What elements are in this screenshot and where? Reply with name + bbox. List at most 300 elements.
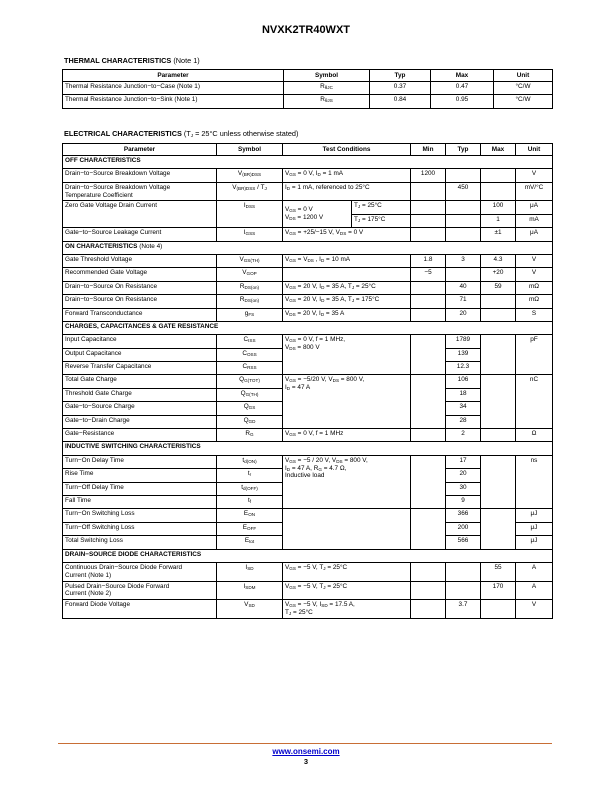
unit-cell: V xyxy=(516,600,553,619)
col-max: Max xyxy=(431,70,494,82)
parameter-cell: Forward Transconductance xyxy=(63,308,217,321)
table-row xyxy=(63,169,553,182)
symbol-cell xyxy=(217,169,283,182)
test-text: = 0 V, f = 1 MHz xyxy=(295,430,344,438)
max-cell xyxy=(481,429,516,442)
symbol-sub: J xyxy=(264,185,267,191)
symbol-text: / T xyxy=(255,183,265,191)
symbol-text: V xyxy=(239,255,244,263)
parameter-line: Current (Note 1) xyxy=(65,571,112,579)
test-text: V xyxy=(285,309,290,317)
max-cell xyxy=(481,375,516,429)
parameter-cell: Thermal Resistance Junction−to−Case (Note 1) xyxy=(63,82,284,95)
test-text: Inductive load xyxy=(285,472,325,480)
max-cell xyxy=(481,308,516,321)
symbol-text: Q xyxy=(240,389,246,397)
test-text: V xyxy=(285,214,290,222)
test-cell xyxy=(283,281,411,294)
group-row xyxy=(63,549,553,562)
max-cell xyxy=(481,455,516,509)
test-text: T xyxy=(354,202,358,210)
min-cell xyxy=(411,201,446,214)
min-cell xyxy=(411,308,446,321)
symbol-cell xyxy=(217,429,283,442)
test-text: = 35 A xyxy=(324,309,345,317)
test-sub: GS xyxy=(289,603,296,609)
min-cell: −5 xyxy=(411,268,446,281)
condition-text: (T xyxy=(183,129,191,138)
test-sub: GS xyxy=(289,432,296,438)
test-cell xyxy=(283,254,411,267)
col-test-conditions: Test Conditions xyxy=(283,144,411,156)
table-row xyxy=(63,268,553,281)
electrical-table xyxy=(62,143,553,619)
test-cell xyxy=(283,455,411,509)
typ-cell: 9 xyxy=(446,496,481,509)
electrical-header-row xyxy=(63,144,553,156)
parameter-cell: Gate Threshold Voltage xyxy=(63,254,217,267)
typ-cell: 2 xyxy=(446,429,481,442)
unit-cell: mΩ xyxy=(516,281,553,294)
table-row xyxy=(63,308,553,321)
test-text: = 35 A, T xyxy=(324,296,352,304)
unit-cell: mA xyxy=(516,214,553,227)
unit-cell: mV/°C xyxy=(516,182,553,201)
parameter-cell: Forward Diode Voltage xyxy=(63,600,217,619)
typ-cell: 20 xyxy=(446,308,481,321)
symbol-text: V xyxy=(242,269,247,277)
min-cell xyxy=(411,182,446,201)
test-text: = 20 V, I xyxy=(295,309,321,317)
symbol-cell xyxy=(217,562,283,581)
symbol-sub: OFF xyxy=(247,525,257,531)
test-text: = +25/−15 V, V xyxy=(295,229,340,237)
test-text: = 800 V, xyxy=(342,456,368,464)
test-sub: GS xyxy=(289,284,296,290)
symbol-sub: θJC xyxy=(324,85,333,90)
test-text: = −5 V, T xyxy=(295,563,324,571)
table-row xyxy=(63,95,553,108)
typ-cell: 12.3 xyxy=(446,362,481,375)
max-cell: 59 xyxy=(481,281,516,294)
unit-cell: μJ xyxy=(516,536,553,549)
symbol-sub: SDM xyxy=(245,584,256,590)
typ-cell: 200 xyxy=(446,522,481,535)
col-unit: Unit xyxy=(516,144,553,156)
min-cell xyxy=(411,455,446,509)
test-text: V xyxy=(285,206,290,214)
parameter-cell: Turn−Off Delay Time xyxy=(63,482,217,495)
condition-sub: J xyxy=(190,133,194,138)
symbol-sub: DS(on) xyxy=(244,284,260,290)
electrical-heading-condition xyxy=(184,129,299,138)
website-link[interactable]: www.onsemi.com xyxy=(272,747,340,756)
test-sub: J xyxy=(357,217,361,223)
typ-cell: 366 xyxy=(446,509,481,522)
typ-cell: 40 xyxy=(446,281,481,294)
typ-cell: 71 xyxy=(446,295,481,308)
typ-cell xyxy=(446,201,481,214)
test-text: T xyxy=(285,609,289,617)
parameter-cell: Gate−to−Source Leakage Current xyxy=(63,228,217,241)
symbol-text: V xyxy=(232,183,237,191)
unit-cell: A xyxy=(516,581,553,600)
min-cell xyxy=(411,214,446,227)
test-sub: G xyxy=(318,466,322,472)
col-unit: Unit xyxy=(494,70,553,82)
symbol-cell xyxy=(217,536,283,549)
parameter-cell: Input Capacitance xyxy=(63,335,217,348)
parameter-cell: Turn−On Switching Loss xyxy=(63,509,217,522)
group-row xyxy=(63,442,553,455)
symbol-text: E xyxy=(242,523,248,531)
diode-heading: DRAIN−SOURCE DIODE CHARACTERISTICS xyxy=(63,549,553,562)
typ-cell xyxy=(446,562,481,581)
symbol-cell xyxy=(217,375,283,388)
symbol-cell xyxy=(217,268,283,281)
parameter-line: Drain−to−Source Breakdown Voltage xyxy=(65,183,171,191)
symbol-cell xyxy=(217,348,283,361)
symbol-text: t xyxy=(241,483,243,491)
min-cell xyxy=(411,335,446,375)
test-sub: D xyxy=(286,185,291,191)
test-sub: D xyxy=(321,298,325,304)
symbol-cell xyxy=(217,335,283,348)
test-cell xyxy=(283,562,411,581)
symbol-sub: G(TOT) xyxy=(244,378,260,384)
test-text: = −5 / 20 V, V xyxy=(295,456,337,464)
symbol-sub: GS xyxy=(248,405,256,411)
test-sub: GS xyxy=(289,298,296,304)
electrical-heading-text: ELECTRICAL CHARACTERISTICS xyxy=(64,129,182,138)
symbol-sub: ON xyxy=(248,512,256,518)
test-sub: J xyxy=(357,204,361,210)
test-text: = 1 mA xyxy=(320,170,344,178)
document-title: NVXK2TR40WXT xyxy=(261,24,351,36)
table-row xyxy=(63,562,553,581)
symbol-cell xyxy=(284,82,370,95)
max-cell: 4.3 xyxy=(481,254,516,267)
test-sub: J xyxy=(323,565,326,571)
symbol-cell xyxy=(217,509,283,522)
symbol-cell xyxy=(217,281,283,294)
test-sub: GS xyxy=(289,338,296,344)
symbol-text: Q xyxy=(239,376,245,384)
col-parameter: Parameter xyxy=(63,70,284,82)
symbol-cell xyxy=(217,295,283,308)
max-cell xyxy=(481,600,516,619)
group-row xyxy=(63,241,553,254)
test-text: = 4.7 Ω, xyxy=(321,464,347,472)
test-text: = 0 V, f = 1 MHz, xyxy=(295,336,346,344)
symbol-cell xyxy=(217,581,283,600)
typ-cell: 18 xyxy=(446,388,481,401)
typ-cell: 20 xyxy=(446,469,481,482)
test-cell xyxy=(283,182,411,201)
symbol-text: g xyxy=(244,309,249,317)
table-row xyxy=(63,254,553,267)
test-text: = 800 V, xyxy=(339,376,365,384)
symbol-sub: DSS xyxy=(245,204,256,210)
symbol-sub: G(TH) xyxy=(245,391,259,397)
test-text: = 1200 V xyxy=(295,214,324,222)
test-sub: J xyxy=(288,611,292,617)
symbol-text: R xyxy=(320,83,325,90)
test-text: = 175°C xyxy=(354,296,380,304)
symbol-sub: SD xyxy=(248,603,255,609)
typ-cell: 28 xyxy=(446,415,481,428)
unit-cell: μA xyxy=(516,201,553,214)
test-sub: J xyxy=(351,298,355,304)
page-number: 3 xyxy=(303,757,309,766)
parameter-cell: Gate−to−Drain Charge xyxy=(63,415,217,428)
test-cell xyxy=(283,308,411,321)
col-symbol: Symbol xyxy=(217,144,283,156)
footer-divider xyxy=(58,743,552,744)
symbol-text: E xyxy=(243,510,249,518)
test-cell xyxy=(283,228,411,241)
table-row xyxy=(63,600,553,619)
symbol-text: E xyxy=(244,537,250,545)
on-heading-text: ON CHARACTERISTICS xyxy=(65,242,138,250)
unit-cell: Ω xyxy=(516,429,553,442)
col-parameter: Parameter xyxy=(63,144,217,156)
parameter-line: Pulsed Drain−Source Diode Forward xyxy=(65,582,170,590)
test-text: V xyxy=(285,344,290,352)
max-cell: 1 xyxy=(481,214,516,227)
unit-cell: V xyxy=(516,268,553,281)
symbol-sub: G xyxy=(250,432,254,438)
test-text: = −5 V, I xyxy=(295,601,322,609)
test-sub: J xyxy=(323,584,326,590)
table-row xyxy=(63,228,553,241)
symbol-cell xyxy=(217,308,283,321)
symbol-text: t xyxy=(247,470,250,478)
symbol-cell xyxy=(217,182,283,201)
symbol-sub: (BR)DSS xyxy=(236,185,256,191)
test-cell xyxy=(283,335,411,375)
typ-cell xyxy=(446,228,481,241)
parameter-cell: Turn−Off Switching Loss xyxy=(63,522,217,535)
test-text: V xyxy=(285,601,290,609)
parameter-cell: Threshold Gate Charge xyxy=(63,388,217,401)
typ-cell: 566 xyxy=(446,536,481,549)
symbol-sub: GS(TH) xyxy=(243,257,260,263)
test-text: = 25°C xyxy=(354,282,376,290)
test-cell xyxy=(283,169,411,182)
parameter-line: Temperature Coefficient xyxy=(65,191,133,199)
test-sub: GS xyxy=(289,565,296,571)
unit-cell: °C/W xyxy=(494,82,553,95)
symbol-text: I xyxy=(243,229,246,237)
test-text: = 20 V, I xyxy=(295,282,322,290)
test-sub: GS xyxy=(289,172,296,178)
test-text: V xyxy=(285,170,290,178)
min-cell xyxy=(411,562,446,581)
test-text: = 47 A, R xyxy=(290,464,319,472)
test-cell xyxy=(283,581,411,600)
symbol-sub: RSS xyxy=(247,365,257,371)
test-sub: J xyxy=(351,284,355,290)
typ-cell: 3 xyxy=(446,254,481,267)
parameter-cell: Drain−to−Source On Resistance xyxy=(63,295,217,308)
min-cell xyxy=(411,295,446,308)
max-cell xyxy=(481,295,516,308)
test-text: V xyxy=(285,255,290,263)
symbol-sub: (BR)DSS xyxy=(242,172,262,178)
min-cell xyxy=(411,581,446,600)
symbol-text: R xyxy=(320,96,325,104)
test-sub: D xyxy=(320,311,325,317)
symbol-text: R xyxy=(239,296,245,304)
table-row xyxy=(63,335,553,348)
condition-rest: = 25°C unless otherwise stated) xyxy=(193,129,299,138)
test-sub: D xyxy=(321,284,325,290)
test-text: V xyxy=(285,229,290,237)
symbol-sub: GD xyxy=(248,418,256,424)
parameter-cell: Recommended Gate Voltage xyxy=(63,268,217,281)
thermal-heading xyxy=(64,56,200,65)
symbol-text: C xyxy=(242,349,247,357)
symbol-cell xyxy=(217,254,283,267)
symbol-sub: OSS xyxy=(246,351,257,357)
unit-cell: A xyxy=(516,562,553,581)
parameter-cell: Gate−Resistance xyxy=(63,429,217,442)
symbol-sub: f xyxy=(249,499,252,504)
test-sub: D xyxy=(286,386,291,392)
test-text: V xyxy=(285,376,290,384)
test-text: = 0 V xyxy=(346,229,364,237)
col-symbol: Symbol xyxy=(284,70,370,82)
unit-cell: mΩ xyxy=(516,295,553,308)
electrical-heading xyxy=(64,129,298,138)
test-sub: DS xyxy=(332,378,340,384)
typ-cell xyxy=(446,169,481,182)
caps-heading: CHARGES, CAPACITANCES & GATE RESISTANCE xyxy=(63,321,553,334)
parameter-cell: Drain−to−Source On Resistance xyxy=(63,281,217,294)
test-cell xyxy=(283,268,411,281)
unit-cell: μA xyxy=(516,228,553,241)
max-cell: 0.95 xyxy=(431,95,494,108)
test-sub: GS xyxy=(289,208,296,214)
parameter-cell: Fall Time xyxy=(63,496,217,509)
symbol-text: Q xyxy=(243,416,249,424)
test-text: = V xyxy=(295,255,308,263)
test-text: = 35 A, T xyxy=(324,282,352,290)
symbol-cell xyxy=(217,362,283,375)
on-heading xyxy=(63,241,553,254)
symbol-cell xyxy=(217,201,283,228)
typ-cell xyxy=(446,214,481,227)
test-cell xyxy=(283,509,411,549)
typ-cell: 30 xyxy=(446,482,481,495)
test-sub: SD xyxy=(321,603,328,609)
min-cell xyxy=(411,509,446,549)
unit-cell: ns xyxy=(516,455,553,509)
table-row xyxy=(63,82,553,95)
table-row xyxy=(63,182,553,201)
test-sub: DS xyxy=(289,346,296,352)
table-row xyxy=(63,509,553,522)
test-text: = 25°C xyxy=(325,563,348,571)
test-sub: GS xyxy=(289,378,296,384)
symbol-sub: GOP xyxy=(246,271,257,277)
parameter-cell xyxy=(63,562,217,581)
test-cell xyxy=(283,201,352,228)
test-text: = −5 V, T xyxy=(295,582,324,590)
test-sub: DS xyxy=(336,458,343,464)
parameter-cell: Total Gate Charge xyxy=(63,375,217,388)
symbol-cell xyxy=(217,482,283,495)
thermal-heading-text: THERMAL CHARACTERISTICS xyxy=(64,56,172,65)
symbol-text: V xyxy=(244,601,249,609)
typ-cell: 139 xyxy=(446,348,481,361)
unit-cell: V xyxy=(516,254,553,267)
symbol-sub: FS xyxy=(248,311,255,317)
switching-heading: INDUCTIVE SWITCHING CHARACTERISTICS xyxy=(63,442,553,455)
test-text: V xyxy=(285,336,290,344)
thermal-table xyxy=(62,69,553,109)
temperature-cell xyxy=(352,201,411,214)
test-sub: GS xyxy=(289,458,296,464)
test-sub: D xyxy=(320,257,325,263)
max-cell xyxy=(481,169,516,182)
max-cell: 55 xyxy=(481,562,516,581)
symbol-cell xyxy=(217,388,283,401)
test-cell xyxy=(283,429,411,442)
max-cell: 0.47 xyxy=(431,82,494,95)
test-sub: D xyxy=(317,172,321,178)
symbol-sub: d(OFF) xyxy=(242,485,258,491)
parameter-cell xyxy=(63,581,217,600)
test-text: = 25°C xyxy=(325,582,348,590)
symbol-sub: r xyxy=(249,472,252,478)
symbol-sub: ISS xyxy=(248,338,256,344)
symbol-cell xyxy=(217,228,283,241)
max-cell: ±1 xyxy=(481,228,516,241)
symbol-text: V xyxy=(237,170,243,178)
test-sub: GS xyxy=(289,257,296,263)
table-row xyxy=(63,375,553,388)
min-cell xyxy=(411,375,446,429)
symbol-text: t xyxy=(247,497,250,504)
typ-cell: 3.7 xyxy=(446,600,481,619)
table-row xyxy=(63,429,553,442)
table-row xyxy=(63,281,553,294)
typ-cell: 17 xyxy=(446,455,481,468)
test-text: V xyxy=(285,563,290,571)
typ-cell: 34 xyxy=(446,402,481,415)
typ-cell: 0.37 xyxy=(370,82,431,95)
test-sub: GS xyxy=(289,231,296,237)
test-text: V xyxy=(285,282,290,290)
symbol-cell xyxy=(217,600,283,619)
col-typ: Typ xyxy=(446,144,481,156)
thermal-heading-note: (Note 1) xyxy=(173,56,200,65)
table-row xyxy=(63,295,553,308)
test-text: I xyxy=(285,464,287,472)
min-cell xyxy=(411,228,446,241)
test-text: = 17.5 A, xyxy=(327,601,355,609)
table-row xyxy=(63,455,553,468)
on-heading-note: (Note 4) xyxy=(139,242,163,250)
test-cell xyxy=(283,375,411,429)
test-text: I xyxy=(285,384,287,392)
test-sub: DS xyxy=(339,231,347,237)
symbol-sub: θJS xyxy=(324,98,333,104)
symbol-cell xyxy=(217,415,283,428)
test-text: = 175°C xyxy=(360,215,386,223)
